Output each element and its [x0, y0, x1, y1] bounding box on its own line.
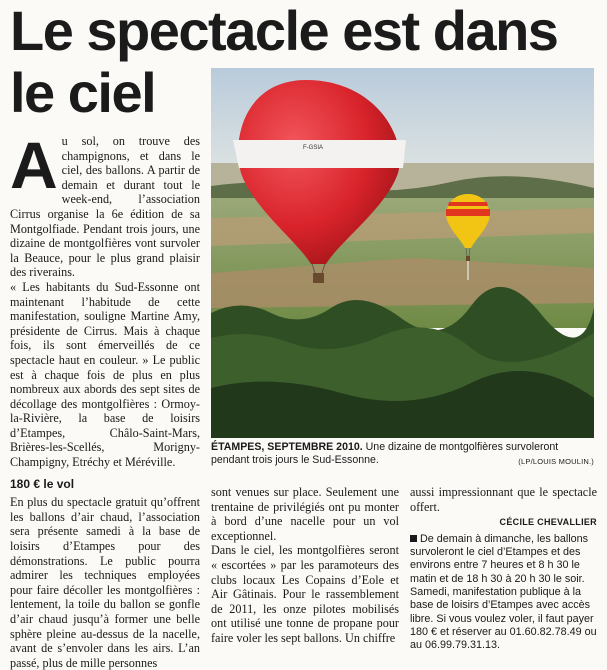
drop-cap: A [10, 128, 58, 202]
subhead: 180 € le vol [10, 476, 75, 491]
photo-credit: (LP/LOUIS MOULIN.) [518, 457, 594, 466]
info-text: De demain à dimanche, les ballons survoleront le ciel d’Etampes et des environs entre 7 heures et 8 h 30 le matin et de 18 h 30 à 20 h 30 le soir. Samedi, manifestation publique à la base de loisirs d’Etampes avec accès libre. Si vous voulez voler, il faut payer 180 € et réserver au 01.60.82.78.49 ou au 06.99.79.31.13. [410, 532, 597, 652]
headline: Le spectacle est dans le ciel [10, 0, 558, 124]
paragraph: « Les habitants du Sud-Essonne ont maintenant l’habitude de cette manifestation, souligne Martine Amy, présidente de Cirrus. Mais à chaque fois, ils sont émerveillés de ce spectacle haut en couleur. » Le public est à chaque fois de plus en plus nombreux aux abords des sept sites de décollage des montgolfières : Ormoy-la-Rivière, la base de loisirs d’Etampes, Châlo-Saint-Mars, Brières-les-Scellés, Morigny-Champigny, Etréchy et Méréville. [10, 279, 200, 470]
caption-location: ÉTAMPES, SEPTEMBRE 2010. [211, 441, 363, 453]
balloon-marking: F-GSIA [303, 145, 324, 151]
lead-paragraph: u sol, on trouve des champignons, et dans le ciel, des ballons. A partir de demain et durant tout le week-end, l’association Cirrus organise la 6e édition de sa Montgolfiade. Pendant trois jours, une dizaine de montgolfières vont survoler la Beauce, pour le plus grand plaisir des riverains. [10, 134, 200, 280]
balloon-photo [211, 68, 594, 438]
info-box [410, 533, 597, 653]
caption-text: Une dizaine de montgolfières survoleront pendant trois jours le Sud-Essonne. [211, 441, 559, 466]
article-column-2 [211, 485, 399, 646]
bullet-square-icon [410, 535, 417, 542]
article-column-3 [410, 485, 597, 652]
basket [313, 273, 324, 283]
author-byline: CÉCILE CHEVALLIER [499, 517, 597, 528]
paragraph: aussi impressionnant que le spectacle offert. [410, 485, 597, 514]
paragraph: En plus du spectacle gratuit qu’offrent les ballons d’air chaud, l’association sera présente samedi à la base de loisirs d’Etampes pour des démonstrations. Le public pourra admirer les techniques employées pour faire décoller les montgolfières : lentement, la toile du ballon se gonfle d’air chaud jusqu’à former une belle sphère pleine au-dessus de la nacelle, avant de s’envoler dans les airs. L’an passé, plus de mille personnes [10, 495, 200, 670]
paragraph: Dans le ciel, les montgolfières seront « escortées » par les paramoteurs des clubs locaux Les Copains d’Eole et Air Gâtinais. Pour le rassemblement de 2011, les onze pilotes mobilisés ont utilisé une tonne de propane pour faire voler les sept ballons. Un chiffre [211, 543, 399, 645]
basket [466, 256, 470, 261]
article-column-1 [10, 128, 200, 670]
paragraph: sont venues sur place. Seulement une trentaine de privilégiés ont pu monter à bord d’une nacelle pour un vol exceptionnel. [211, 485, 399, 543]
photo-caption [211, 441, 594, 468]
